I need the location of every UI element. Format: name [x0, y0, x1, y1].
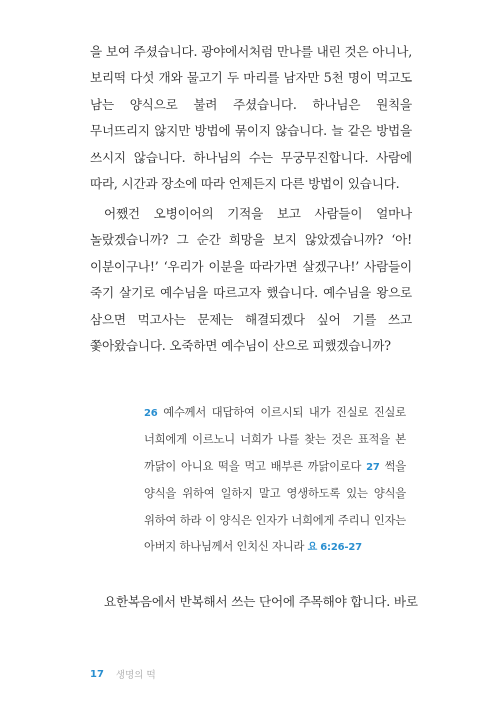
body-paragraph-1 [90, 39, 412, 197]
paragraph-text: 요한복음에서 반복해서 쓰는 단어에 주목해야 합니다. 바로 [104, 594, 418, 609]
page-number: 17 [90, 668, 104, 680]
page-footer [90, 667, 156, 681]
scripture-reference: 요 6:26-27 [307, 542, 362, 554]
scripture-quote [144, 400, 406, 561]
paragraph-text: 어쨌건 오병이어의 기적을 보고 사람들이 얼마나 놀랐겠습니까? 그 순간 희망을 보지 않았겠습니까? ‘아! 이분이구나!’ ‘우리가 이분을 따라가면 살겠구나!’ 사람들이 죽기 살기로 예수님을 따르고자 했습니다. 예수님을 왕으로 삼으면 먹고사는 문제는 해결되겠다 싶어 기를 쓰고 쫓아왔습니다. 오죽하면 예수님이 산으로 피했겠습니까? [90, 206, 412, 354]
verse-text-27: 썩을 양식을 위하여 일하지 말고 영생하도록 있는 양식을 위하여 하라 이 양식은 인자가 너희에게 주리니 인자는 아버지 하나님께서 인치신 자니라 [144, 459, 406, 554]
body-paragraph-2 [90, 201, 412, 359]
body-paragraph-3 [90, 589, 426, 615]
verse-number-26: 26 [144, 408, 158, 419]
verse-number-27: 27 [366, 461, 380, 473]
running-title: 생명의 떡 [115, 670, 156, 681]
verse-text-26: 예수께서 대답하여 이르시되 내가 진실로 진실로 너희에게 이르노니 너희가 나를 찾는 것은 표적을 본 까닭이 아니요 떡을 먹고 배부른 까닭이로다 [144, 406, 406, 473]
paragraph-text: 을 보여 주셨습니다. 광야에서처럼 만나를 내린 것은 아니나, 보리떡 다섯 개와 물고기 두 마리를 남자만 5천 명이 먹고도 남는 양식으로 불려 주셨습니다. 하나님은 원칙을 무너뜨리지 않지만 방법에 묶이지 않습니다. 늘 같은 방법을 쓰시지 않습니다. 하나님의 수는 무궁무진합니다. 사람에 따라, 시간과 장소에 따라 언제든지 다른 방법이 있습니다. [90, 44, 412, 192]
